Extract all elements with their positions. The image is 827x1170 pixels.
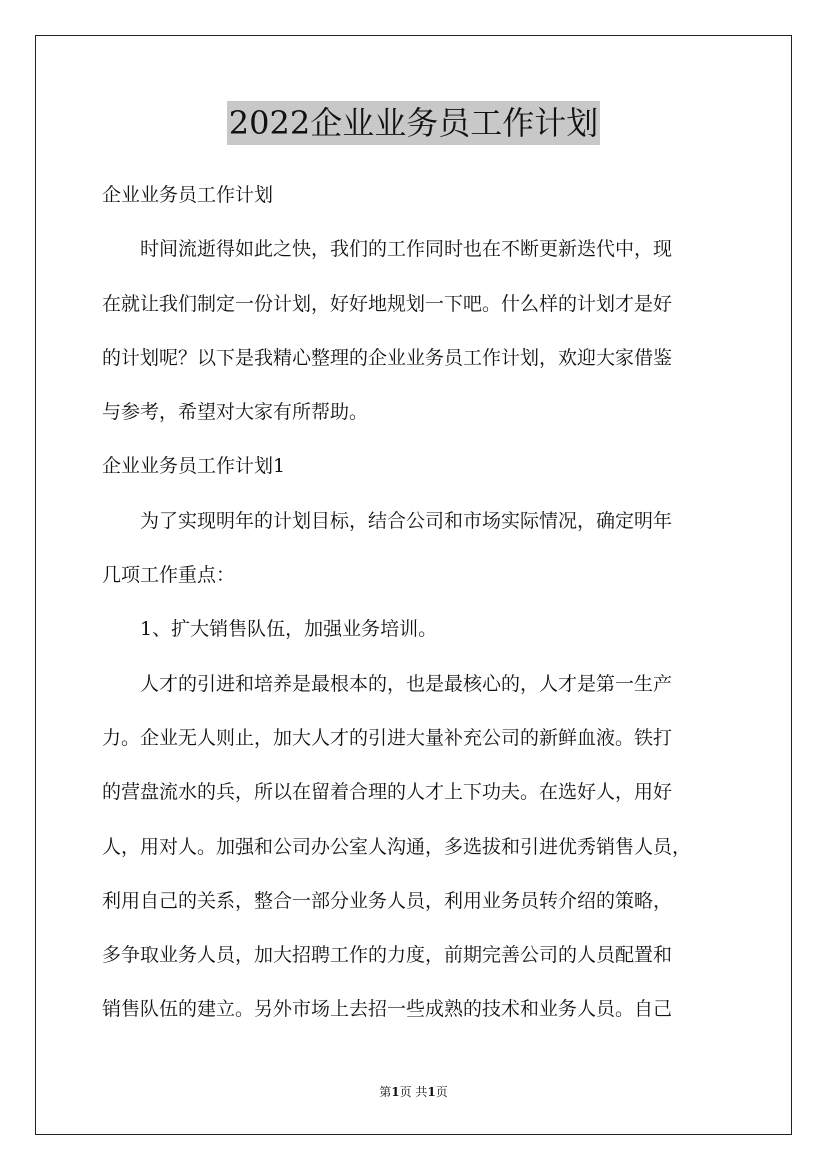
paragraph-line: 力。企业无人则止，加大人才的引进大量补充公司的新鲜血液。铁打 xyxy=(102,726,673,749)
paragraph-line: 企业业务员工作计划 xyxy=(102,184,274,206)
paragraph-line: 1、扩大销售队伍，加强业务培训。 xyxy=(140,618,438,641)
paragraph-line: 的营盘流水的兵，所以在留着合理的人才上下功夫。在选好人，用好 xyxy=(102,781,673,804)
footer-page-total: 1 xyxy=(427,1085,436,1099)
paragraph-line: 时间流逝得如此之快，我们的工作同时也在不断更新迭代中，现 xyxy=(140,238,673,261)
paragraph-line: 的计划呢？以下是我精心整理的企业业务员工作计划，欢迎大家借鉴 xyxy=(102,346,673,369)
document-body xyxy=(102,168,738,1037)
paragraph-line: 为了实现明年的计划目标，结合公司和市场实际情况，确定明年 xyxy=(140,509,673,532)
paragraph-line: 企业业务员工作计划1 xyxy=(102,455,286,478)
footer-suffix: 页 xyxy=(435,1085,448,1099)
paragraph-line: 人才的引进和培养是最根本的，也是最核心的，人才是第一生产 xyxy=(140,672,673,695)
paragraph-line: 在就让我们制定一份计划，好好地规划一下吧。什么样的计划才是好 xyxy=(102,292,673,315)
page-footer xyxy=(0,1083,827,1101)
paragraph-line: 多争取业务人员，加大招聘工作的力度，前期完善公司的人员配置和 xyxy=(102,944,673,967)
footer-prefix: 第 xyxy=(379,1085,392,1099)
footer-mid: 页 共 xyxy=(399,1085,428,1099)
paragraph-line: 人，用对人。加强和公司办公室人沟通，多选拔和引进优秀销售人员， xyxy=(102,835,692,858)
paragraph-line: 与参考，希望对大家有所帮助。 xyxy=(102,401,369,424)
paragraph-line: 销售队伍的建立。另外市场上去招一些成熟的技术和业务人员。自己 xyxy=(102,998,673,1021)
paragraph-line: 利用自己的关系，整合一部分业务人员，利用业务员转介绍的策略， xyxy=(102,889,673,912)
footer-page-current: 1 xyxy=(391,1085,400,1099)
title-container xyxy=(0,101,827,145)
document-title: 2022企业业务员工作计划 xyxy=(227,101,600,145)
paragraph-line: 几项工作重点： xyxy=(102,564,236,587)
